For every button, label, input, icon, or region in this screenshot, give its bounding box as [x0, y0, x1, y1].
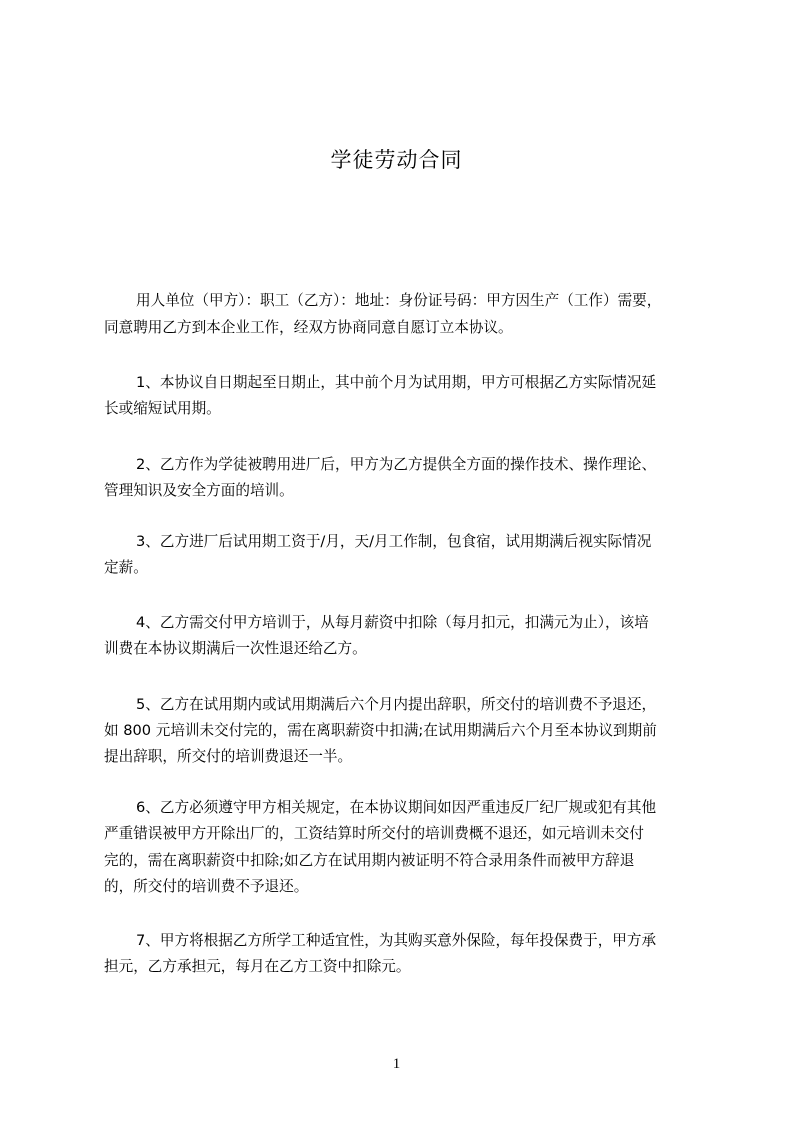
- paragraph-line: 的，所交付的培训费不予退还。: [104, 878, 309, 895]
- paragraph-line: 3、乙方进厂后试用期工资于/月，天/月工作制，包食宿，试用期满后视实际情况: [136, 533, 652, 550]
- paragraph-line: 如 800 元培训未交付完的，需在离职薪资中扣满;在试用期满后六个月至本协议到期前: [104, 722, 657, 739]
- paragraph-line: 担元，乙方承担元，每月在乙方工资中扣除元。: [104, 958, 411, 975]
- paragraph-line: 长或缩短试用期。: [104, 400, 221, 417]
- paragraph-line: 1、本协议自日期起至日期止，其中前个月为试用期，甲方可根据乙方实际情况延: [136, 374, 657, 391]
- paragraph-line: 定薪。: [104, 559, 148, 576]
- paragraph-line: 6、乙方必须遵守甲方相关规定，在本协议期间如因严重违反厂纪厂规或犯有其他: [136, 799, 657, 816]
- paragraph-line: 提出辞职，所交付的培训费退还一半。: [104, 748, 353, 765]
- document-title: 学徒劳动合同: [330, 148, 463, 172]
- paragraph-line: 同意聘用乙方到本企业工作，经双方协商同意自愿订立本协议。: [104, 319, 513, 336]
- paragraph-line: 4、乙方需交付甲方培训于，从每月薪资中扣除（每月扣元，扣满元为止），该培: [136, 614, 649, 631]
- page-number: 1: [392, 1056, 401, 1072]
- paragraph-line: 7、甲方将根据乙方所学工种适宜性，为其购买意外保险，每年投保费于，甲方承: [136, 932, 657, 949]
- paragraph-line: 管理知识及安全方面的培训。: [104, 482, 294, 499]
- paragraph-line: 严重错误被甲方开除出厂的，工资结算时所交付的培训费概不退还，如元培训未交付: [104, 825, 644, 842]
- paragraph-line: 5、乙方在试用期内或试用期满后六个月内提出辞职，所交付的培训费不予退还，: [136, 696, 657, 713]
- paragraph-line: 2、乙方作为学徒被聘用进厂后，甲方为乙方提供全方面的操作技术、操作理论、: [136, 456, 657, 473]
- paragraph-line: 训费在本协议期满后一次性退还给乙方。: [104, 640, 367, 657]
- paragraph-line: 用人单位（甲方）：职工（乙方）：地址：身份证号码：甲方因生产（工作）需要，: [136, 292, 662, 309]
- document-body: [104, 0, 708, 1122]
- paragraph-line: 完的，需在离职薪资中扣除;如乙方在试用期内被证明不符合录用条件而被甲方辞退: [104, 852, 635, 869]
